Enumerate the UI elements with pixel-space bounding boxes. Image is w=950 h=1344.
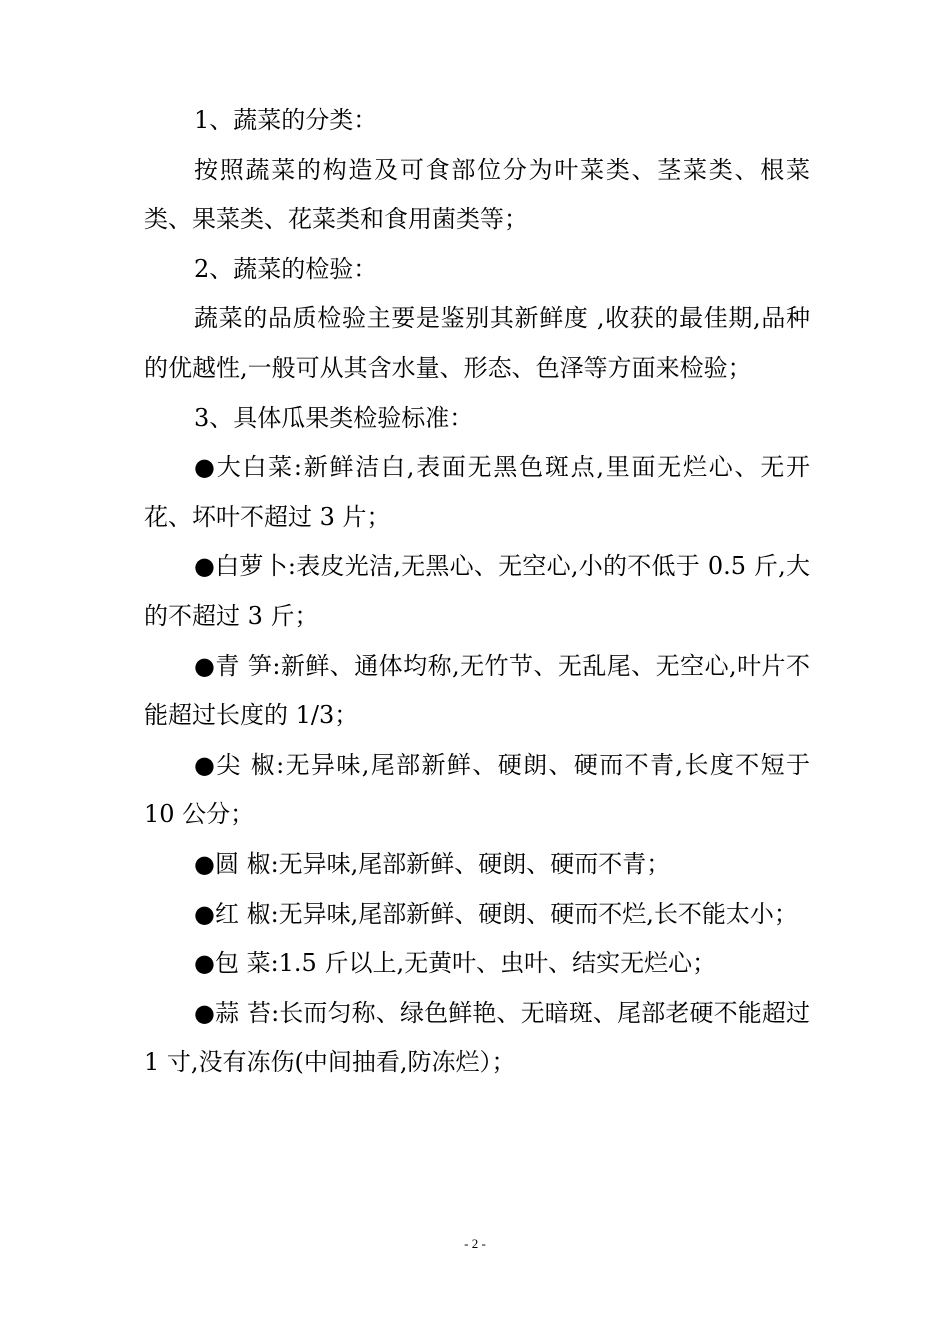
section-heading: 1、蔬菜的分类： <box>194 106 378 134</box>
page-body <box>144 96 818 1088</box>
section-heading: 3、具体瓜果类检验标准： <box>194 403 474 432</box>
section-text: 蔬菜的品质检验主要是鉴别其新鲜度 ,收获的最佳期,品种的优越性,一般可从其含水量、形态、色泽等方面来检验； <box>144 304 810 382</box>
list-item: ●包 菜:1.5 斤以上,无黄叶、虫叶、结实无烂心； <box>194 949 717 978</box>
list-item: ●尖 椒:无异味,尾部新鲜、硬朗、硬而不青,长度不短于 10 公分； <box>144 750 818 829</box>
section-heading: 2、蔬菜的检验： <box>194 254 378 283</box>
section-text: 按照蔬菜的构造及可食部位分为叶菜类、茎菜类、根菜类、果菜类、花菜类和食用菌类等； <box>144 155 810 234</box>
list-item: ●蒜 苔:长而匀称、绿色鲜艳、无暗斑、尾部老硬不能超过 1 寸,没有冻伤(中间抽看,防冻烂）； <box>144 998 818 1077</box>
list-item: ●青 笋:新鲜、通体均称,无竹节、无乱尾、无空心,叶片不能超过长度的 1/3； <box>144 651 810 730</box>
list-item: ●红 椒:无异味,尾部新鲜、硬朗、硬而不烂,长不能太小； <box>194 899 798 928</box>
list-item: ●大白菜:新鲜洁白,表面无黑色斑点,里面无烂心、无开花、坏叶不超过 3 片； <box>144 453 810 531</box>
page-number: - 2 - <box>464 1236 486 1251</box>
list-item: ●白萝卜:表皮光洁,无黑心、无空心,小的不低于 0.5 斤,大的不超过 3 斤； <box>144 552 810 630</box>
list-item: ●圆 椒:无异味,尾部新鲜、硬朗、硬而不青； <box>194 849 671 878</box>
